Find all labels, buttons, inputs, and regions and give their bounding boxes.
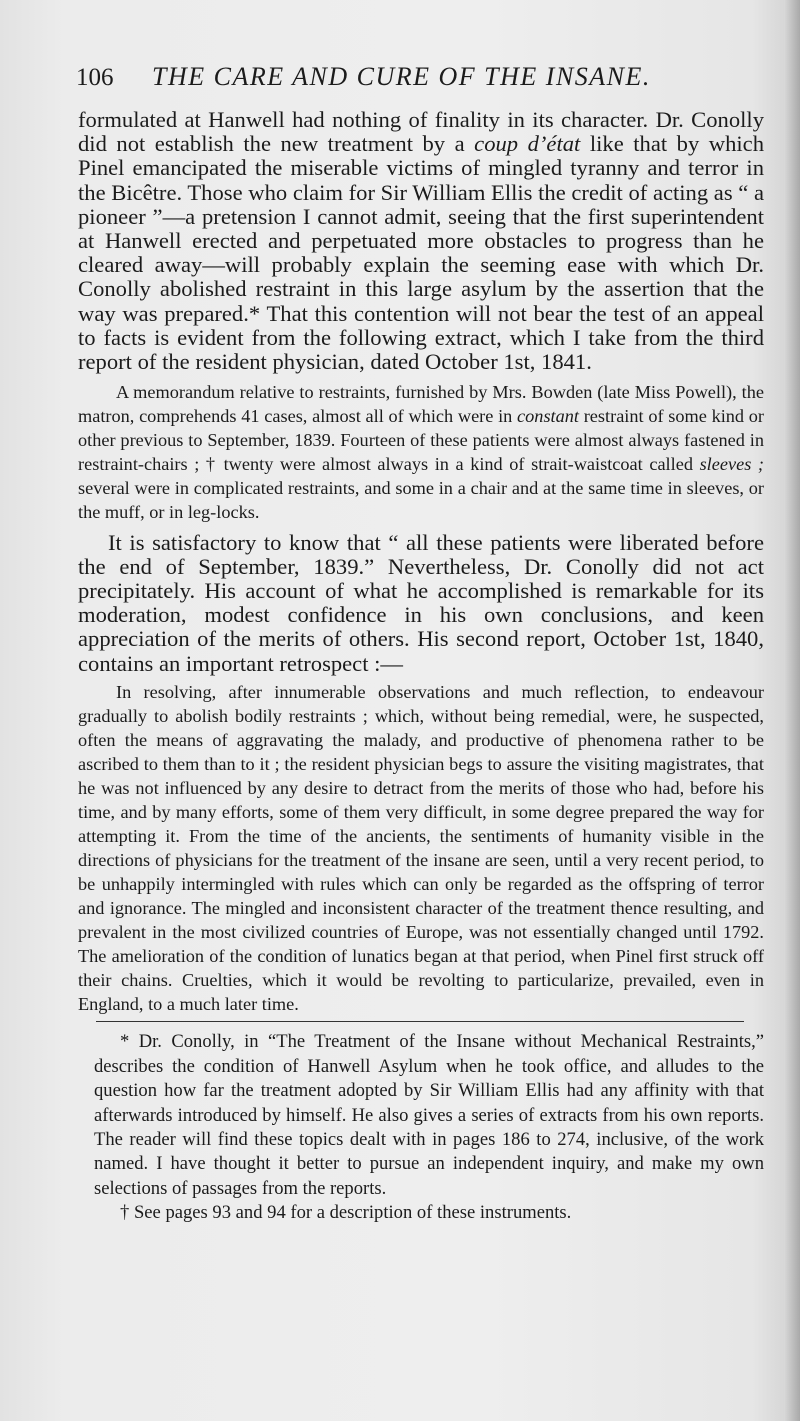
page-edge	[784, 0, 800, 1421]
footnotes	[78, 1030, 764, 1225]
footnote: † See pages 93 and 94 for a description of these instruments.	[120, 1202, 572, 1224]
body-paragraph: It is satisfactory to know that “ all these patients were liberated before the end of September, 1839.” Nevertheless, Dr. Conolly did not act precipitately. His account of what he accomplished is remarkable for its moderation, modest confidence in his own conclusions, and keen appreciation of the merits of others. His second report, October 1st, 1840, contains an important retrospect :—	[78, 529, 764, 676]
footnote: * Dr. Conolly, in “The Treatment of the Insane without Mechanical Restraints,” describes the condition of Hanwell Asylum when he took office, and alludes to the question how far the treatment adopted by Sir William Ellis had any affinity with that afterwards introduced by himself. He also gives a series of extracts from his own reports. The reader will find these topics dealt with in pages 186 to 274, inclusive, of the work named. I have thought it better to pursue an independent inquiry, and make my own selections of passages from the reports.	[94, 1031, 764, 1199]
running-title: THE CARE AND CURE OF THE INSANE.	[152, 62, 651, 91]
block-quote: A memorandum relative to restraints, furnished by Mrs. Bowden (late Miss Powell), the matron, comprehends 41 cases, almost all of which were in constant restraint of some kind or other previous to September, 1839. Fourteen of these patients were almost always fastened in restraint-chairs ; † twenty were almost always in a kind of strait-waistcoat called sleeves ; several were in complicated restraints, and some in a chair and at the same time in sleeves, or the muff, or in leg-locks.	[78, 382, 765, 523]
page-header	[76, 62, 776, 98]
italic-phrase: coup d’état	[474, 131, 581, 157]
italic-word: constant	[517, 406, 579, 427]
main-text	[78, 108, 764, 1226]
page-number: 106	[76, 64, 114, 91]
block-quote: In resolving, after innumerable observations and much reflection, to endeavour gradually to abolish bodily restraints ; which, without being remedial, were, he suspected, often the means of aggravating the malady, and productive of phenomena rather to be ascribed to them than to it ; the resident physician begs to assure the visiting magistrates, that he was not influenced by any desire to detract from the merits of those who had, before his time, and by many efforts, some of them very difficult, in some degree prepared the way for attempting it. From the time of the ancients, the sentiments of humanity visible in the directions of physicians for the treatment of the insane are seen, until a very recent period, to be unhappily intermingled with rules which can only be regarded as the offspring of terror and ignorance. The mingled and inconsistent character of the treatment thence resulting, and prevalent in the most civilized countries of Europe, was not essentially changed until 1792. The amelioration of the condition of lunatics began at that period, when Pinel first struck off their chains. Cruelties, which it would be revolting to particularize, prevailed, even in England, to a much later time.	[78, 681, 764, 1015]
body-paragraph: formulated at Hanwell had nothing of finality in its character. Dr. Conolly did not establish the new treatment by a coup d’état like that by which Pinel emancipated the miserable victims of mingled tyranny and terror in the Bicêtre. Those who claim for Sir William Ellis the credit of acting as “ a pioneer ”—a pretension I cannot admit, seeing that the first superintendent at Hanwell erected and perpetuated more obstacles to progress than he cleared away—will probably explain the seeming ease with which Dr. Conolly abolished restraint in this large asylum by the assertion that the way was prepared.* That this contention will not bear the test of an appeal to facts is evident from the following extract, which I take from the third report of the resident physician, dated October 1st, 1841.	[78, 107, 764, 375]
footnote-divider	[96, 1021, 744, 1022]
italic-word: sleeves ;	[699, 454, 764, 475]
